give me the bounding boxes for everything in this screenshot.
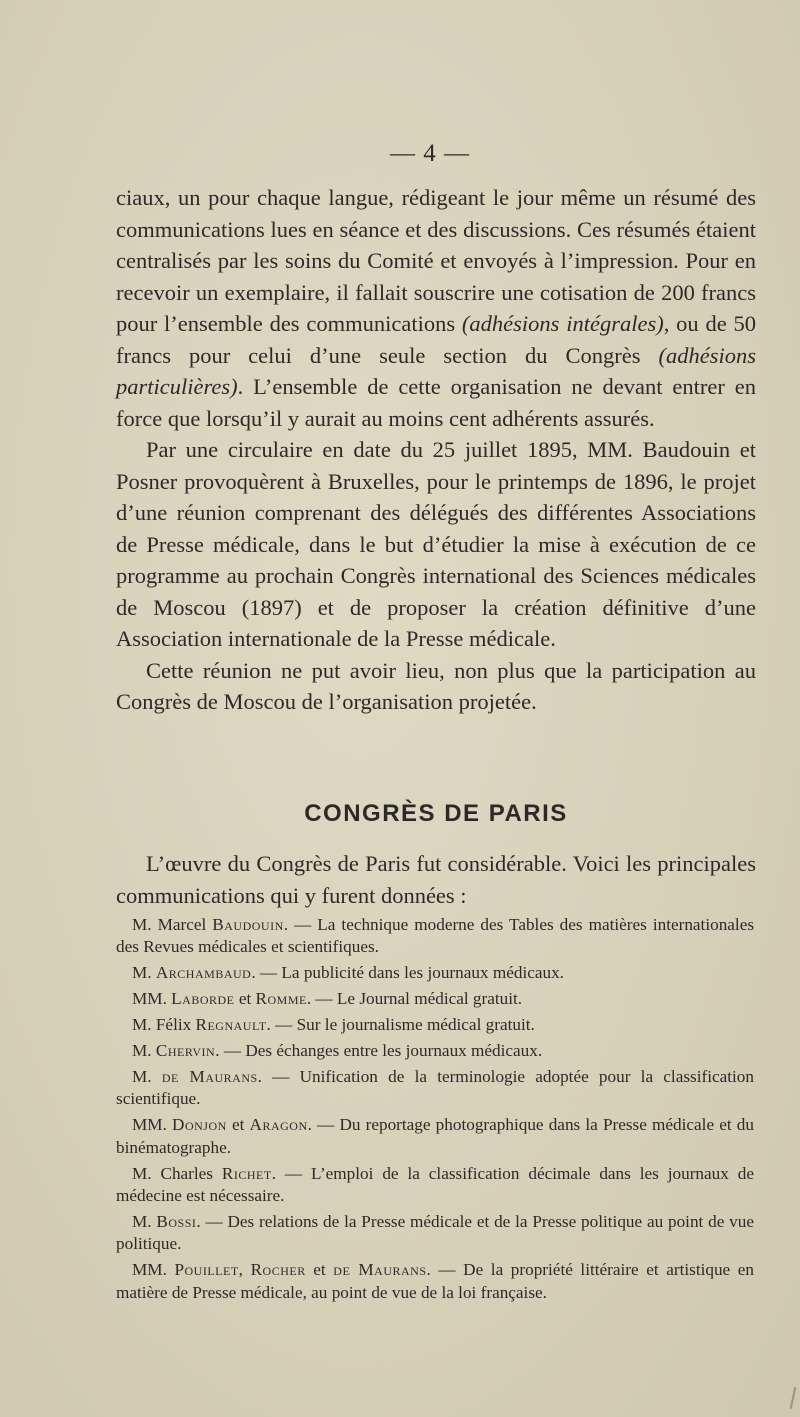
text-run: . — L’emploi de la classification décimale dans les journaux de médecine est nécessaire. bbox=[116, 1163, 754, 1205]
author-name: de Maurans bbox=[161, 1066, 258, 1086]
communication-entry bbox=[116, 988, 754, 1010]
author-name: Regnault bbox=[195, 1015, 267, 1035]
communication-entry bbox=[116, 1211, 754, 1256]
communication-entry bbox=[116, 1066, 754, 1111]
text-run: M. Marcel bbox=[132, 915, 213, 934]
text-run: Par une circulaire en date du 25 juillet 1895, MM. Baudouin et Posner provoquèrent à Bruxelles, pour le printemps de 1896, le projet d’une réunion comprenant des délégués des différentes Associations de Presse médicale, dans le but d’étudier la mise à exécution de ce programme au prochain Congrès international des Sciences médicales de Moscou (1897) et de proposer la création définitive d’une Association internationale de la Presse médicale. bbox=[116, 437, 756, 651]
text-run: , bbox=[238, 1260, 251, 1280]
italic-text: (adhésions intégrales) bbox=[461, 311, 664, 336]
italic-text: (adhésions particulières) bbox=[116, 342, 756, 399]
text-run: . — La technique moderne des Tables des matières internationales des Revues médicales et scientifiques. bbox=[116, 915, 755, 957]
section-title: CONGRÈS DE PARIS bbox=[304, 800, 568, 827]
author-name: Richet bbox=[221, 1163, 272, 1183]
text-run: . — Du reportage photographique dans la Presse médicale et du binématographe. bbox=[116, 1115, 754, 1157]
communication-entry bbox=[116, 1040, 754, 1062]
paragraph bbox=[116, 182, 756, 434]
author-name: Archambaud bbox=[155, 963, 252, 983]
paragraph bbox=[116, 434, 756, 655]
text-run: M. bbox=[132, 1041, 156, 1061]
text-run: . — Sur le journalisme médical gratuit. bbox=[266, 1015, 535, 1035]
author-name: Pouillet bbox=[174, 1260, 239, 1280]
communications-list bbox=[116, 914, 754, 1308]
author-name: Laborde bbox=[171, 989, 235, 1009]
text-run: et bbox=[234, 989, 256, 1009]
text-run: M. bbox=[132, 1066, 162, 1086]
text-run: . L’ensemble de cette organisation ne devant entrer en force que lorsqu’il y aurait au moins cent adhérents assurés. bbox=[116, 374, 756, 431]
author-name: Chervin bbox=[155, 1041, 216, 1061]
text-run: et bbox=[226, 1115, 250, 1135]
author-name: de Maurans bbox=[333, 1260, 427, 1280]
text-run: M. Charles bbox=[132, 1163, 222, 1183]
author-name: Bossi bbox=[156, 1211, 197, 1231]
page-edge-mark bbox=[790, 1387, 797, 1409]
paragraph bbox=[116, 655, 756, 718]
section-intro bbox=[116, 848, 756, 912]
text-run: . — De la propriété littéraire et artistique en matière de Presse médicale, au point de vue de la loi française. bbox=[116, 1260, 754, 1302]
text-run: ciaux, un pour chaque langue, rédigeant le jour même un résumé des communications lues en séance et des discussions. Ces résumés étaient centralisés par les soins du Comité et envoyés à l’impression. Pour en recevoir un exemplaire, il fallait souscrire une cotisation de 200 francs pour l’ensemble des communications bbox=[116, 185, 756, 336]
author-name: Rocher bbox=[250, 1260, 306, 1280]
communication-entry bbox=[116, 962, 754, 984]
body-text bbox=[116, 182, 756, 718]
author-name: Romme bbox=[255, 989, 307, 1009]
text-run: MM. bbox=[132, 1260, 175, 1280]
text-run: . — Des relations de la Presse médicale et de la Presse politique au point de vue politique. bbox=[116, 1211, 754, 1254]
text-run: M. bbox=[132, 963, 156, 983]
text-run: MM. bbox=[132, 1115, 173, 1135]
communication-entry bbox=[116, 1259, 754, 1304]
communication-entry bbox=[116, 1114, 754, 1159]
text-run: . — Unification de la terminologie adoptée pour la classification scientifique. bbox=[116, 1066, 754, 1109]
text-run: M. bbox=[132, 1211, 157, 1231]
author-name: Donjon bbox=[172, 1115, 227, 1135]
author-name: Aragon bbox=[249, 1115, 308, 1135]
communication-entry bbox=[116, 914, 754, 959]
text-run: Cette réunion ne put avoir lieu, non plus que la participation au Congrès de Moscou de l’organisation projetée. bbox=[116, 657, 756, 714]
intro-paragraph: L’œuvre du Congrès de Paris fut considérable. Voici les principales communications qui y furent données : bbox=[116, 851, 756, 908]
text-run: M. Félix bbox=[132, 1015, 196, 1035]
author-name: Baudouin bbox=[212, 915, 284, 934]
text-run: et bbox=[305, 1260, 334, 1280]
page-number: — 4 — bbox=[390, 140, 470, 167]
text-run: MM. bbox=[132, 989, 172, 1009]
communication-entry bbox=[116, 1163, 754, 1208]
communication-entry bbox=[116, 1014, 754, 1036]
text-run: . — Des échanges entre les journaux médicaux. bbox=[215, 1041, 543, 1061]
text-run: , ou de 50 francs pour celui d’une seule section du Congrès bbox=[116, 311, 756, 368]
text-run: . — Le Journal médical gratuit. bbox=[306, 989, 523, 1009]
text-run: . — La publicité dans les journaux médicaux. bbox=[251, 963, 564, 983]
